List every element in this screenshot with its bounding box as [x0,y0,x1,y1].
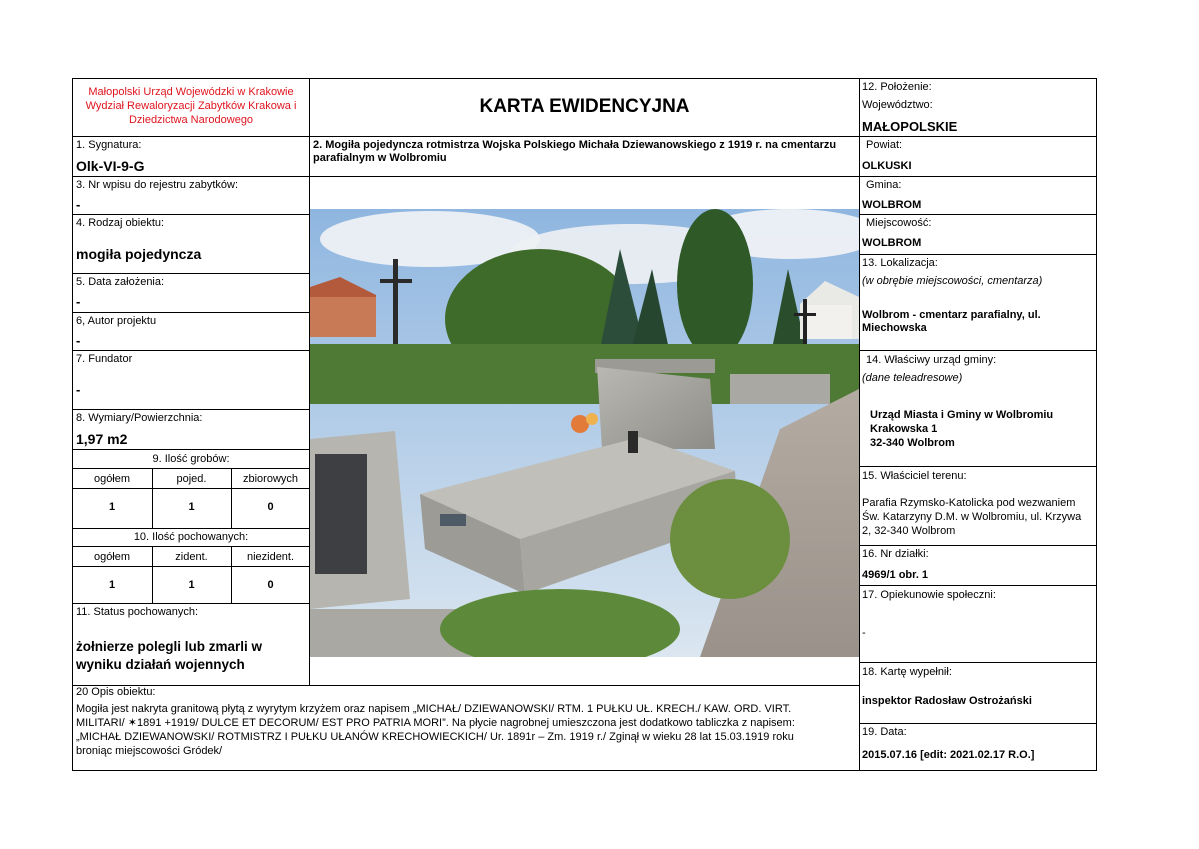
author-label: 6, Autor projektu [76,315,157,327]
divider [72,685,860,686]
localization-line: Wolbrom - cmentarz parafialny, ul. [862,309,1041,321]
owner-line: 2, 32-340 Wolbrom [862,525,956,537]
guardians-value: - [862,627,866,639]
type-label: 4. Rodzaj obiektu: [76,217,165,229]
location-label: 12. Położenie: [862,81,932,93]
voivodeship-label: Województwo: [862,99,933,111]
buried-label: 10. Ilość pochowanych: [133,531,249,543]
divider [72,528,310,529]
divider [859,254,1097,255]
object-name-line: parafialnym w Wolbromiu [313,152,447,164]
graves-col-header: ogółem [93,473,131,485]
filled-value: inspektor Radosław Ostrożański [862,695,1032,707]
object-name [313,139,858,165]
divider [859,466,1097,467]
founder-value: - [76,382,81,397]
signatura-label: 1. Sygnatura: [76,139,142,151]
commune-value: WOLBROM [862,199,922,211]
description-line: Mogiła jest nakryta granitową płytą z wyrytym krzyżem oraz napisem „MICHAŁ/ DZIEWANOWSKI/ RTM. 1 PUŁKU UŁ. KRECH./ KAW. ORD. VIRT. [76,703,792,715]
divider [72,350,310,351]
status-line: wyniku działań wojennych [76,657,245,672]
divider [859,214,1097,215]
office-hint: (dane teleadresowe) [862,372,963,384]
divider [859,136,1097,137]
graves-col-header: pojed. [176,473,207,485]
register-value: - [76,197,81,212]
register-label: 3. Nr wpisu do rejestru zabytków: [76,179,239,191]
office-label: 14. Właściwy urząd gminy: [866,354,997,366]
localization-label: 13. Lokalizacja: [862,257,938,269]
description-label: 20 Opis obiektu: [76,686,156,698]
divider [859,662,1097,663]
divider [72,312,310,313]
guardians-label: 17. Opiekunowie społeczni: [862,589,996,601]
owner-value [862,496,1081,538]
divider [859,176,1097,177]
localization-hint: (w obrębie miejscowości, cmentarza) [862,275,1043,287]
plot-value: 4969/1 obr. 1 [862,569,929,581]
owner-label: 15. Właściciel terenu: [862,470,967,482]
divider [72,136,860,137]
voivodeship-value: MAŁOPOLSKIE [862,119,958,134]
size-value: 1,97 m2 [76,431,128,447]
divider [309,176,860,177]
object-name-line: 2. Mogiła pojedyncza rotmistrza Wojska Polskiego Michała Dziewanowskiego z 1919 r. na cmentarzu [313,139,837,151]
divider [72,214,310,215]
card-title: KARTA EWIDENCYJNA [479,96,690,117]
divider [72,409,310,410]
county-value: OLKUSKI [862,160,912,172]
size-label: 8. Wymiary/Powierzchnia: [76,412,203,424]
divider [859,78,860,771]
divider [859,585,1097,586]
divider [72,449,310,450]
localization-line: Miechowska [862,322,927,334]
grave-photo [310,209,859,657]
founded-label: 5. Data założenia: [76,276,165,288]
town-label: Miejscowość: [866,217,932,229]
type-value: mogiła pojedyncza [76,246,202,262]
buried-col-header: ogółem [93,551,131,563]
plot-label: 16. Nr działki: [862,548,929,560]
divider [72,468,310,469]
filled-label: 18. Kartę wypełnił: [862,666,952,678]
institution-line: Dziedzictwa Narodowego [128,114,254,126]
town-value: WOLBROM [862,237,922,249]
description-line: „MICHAŁ DZIEWANOWSKI/ ROTMISTRZ I PUŁKU UŁANÓW KRECHOWIECKICH/ Ur. 1891r – Zm. 1919 r./ Zginął w wieku 28 lat 15.03.1919 roku [76,731,794,743]
divider [859,723,1097,724]
divider [72,176,310,177]
institution-name [74,85,308,127]
localization-value [862,309,1041,335]
owner-line: Parafia Rzymsko-Katolicka pod wezwaniem [862,497,1076,509]
buried-col-header: zident. [175,551,208,563]
divider [859,350,1097,351]
grave-photo-image [310,209,859,657]
buried-value: 1 [108,579,116,591]
founder-label: 7. Fundator [76,353,133,365]
graves-col-header: zbiorowych [242,473,299,485]
owner-line: Św. Katarzyny D.M. w Wolbromiu, ul. Krzywa [862,511,1082,523]
author-value: - [76,333,81,348]
county-label: Powiat: [866,139,903,151]
office-line: Urząd Miasta i Gminy w Wolbromiu [870,409,1054,421]
graves-value: 1 [108,501,116,513]
buried-value: 0 [267,579,274,591]
date-label: 19. Data: [862,726,907,738]
office-line: Krakowska 1 [870,423,938,435]
divider [859,545,1097,546]
divider [72,546,310,547]
divider [72,488,310,489]
commune-label: Gmina: [866,179,902,191]
status-line: żołnierze polegli lub zmarli w [76,639,263,654]
institution-line: Małopolski Urząd Wojewódzki w Krakowie [88,86,294,98]
divider [72,603,310,604]
description-text [76,702,795,758]
description-line: broniąc miejscowości Gródek/ [76,745,223,757]
office-value [870,408,1053,450]
office-line: 32-340 Wolbrom [870,437,955,449]
founded-value: - [76,294,81,309]
description-line: MILITARI/ ✶1891 +1919/ DULCE ET DECORUM/ EST PRO PATRIA MORI”. Na płycie nagrobnej umieszczona jest dodatkowo tabliczka z napisem: [76,717,795,729]
graves-value: 0 [267,501,274,513]
signatura-value: Olk-VI-9-G [76,158,145,174]
divider [72,273,310,274]
divider [72,566,310,567]
date-value: 2015.07.16 [edit: 2021.02.17 R.O.] [862,749,1035,761]
buried-value: 1 [188,579,195,591]
graves-value: 1 [188,501,195,513]
status-label: 11. Status pochowanych: [76,606,199,618]
status-value [76,638,262,674]
graves-label: 9. Ilość grobów: [152,453,230,465]
buried-col-header: niezident. [246,551,295,563]
institution-line: Wydział Rewaloryzacji Zabytków Krakowa i [85,100,297,112]
